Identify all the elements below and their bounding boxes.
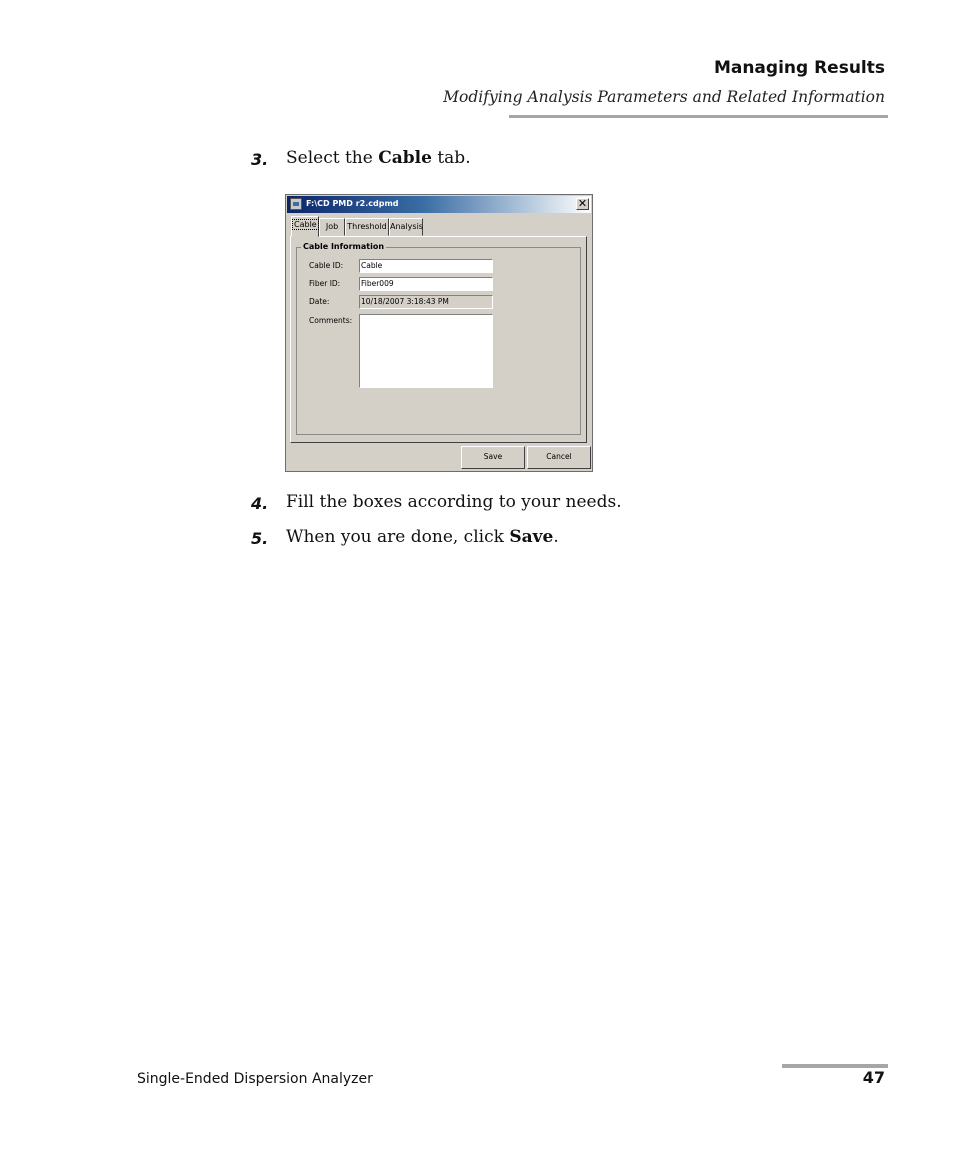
tab-label: Cable [294, 220, 317, 229]
footer-product-name: Single-Ended Dispersion Analyzer [137, 1071, 373, 1087]
dialog-title: F:\CD PMD r2.cdpmd [306, 199, 399, 208]
step-text-part: Select the [286, 148, 379, 168]
step-number: 4. [251, 494, 269, 513]
tab-job[interactable]: Job [319, 218, 345, 236]
step-text-bold: Save [509, 527, 554, 547]
cable-id-label: Cable ID: [309, 261, 344, 270]
tab-analysis[interactable]: Analysis [389, 218, 423, 236]
comments-textarea[interactable] [359, 314, 493, 388]
cancel-button[interactable]: Cancel [527, 446, 591, 469]
running-header-title: Managing Results [713, 58, 885, 78]
step-number: 3. [251, 150, 269, 169]
group-label: Cable Information [303, 242, 385, 251]
step-text-bold: Cable [378, 148, 432, 168]
tab-threshold[interactable]: Threshold [345, 218, 389, 236]
fiber-id-input[interactable]: Fiber009 [359, 277, 493, 291]
step-text-part: When you are done, click [286, 527, 510, 547]
save-button[interactable]: Save [461, 446, 525, 469]
page-number: 47 [862, 1068, 885, 1087]
date-field: 10/18/2007 3:18:43 PM [359, 295, 493, 309]
tab-panel [290, 236, 587, 443]
dialog-titlebar [287, 196, 591, 213]
step-text [286, 148, 471, 168]
fiber-id-label: Fiber ID: [309, 279, 341, 288]
save-dialog [285, 194, 593, 472]
app-icon [290, 198, 302, 210]
date-label: Date: [309, 297, 330, 306]
tab-cable[interactable] [291, 216, 319, 237]
step-text [286, 527, 559, 547]
step-number: 5. [251, 529, 269, 548]
comments-label: Comments: [309, 316, 353, 325]
step-text-part: tab. [431, 148, 471, 168]
cable-id-input[interactable]: Cable [359, 259, 493, 273]
close-icon[interactable]: ✕ [577, 197, 588, 210]
running-header-subtitle: Modifying Analysis Parameters and Related Information [443, 88, 885, 106]
step-text-part: . [553, 527, 559, 547]
step-text: Fill the boxes according to your needs. [286, 492, 622, 512]
header-rule [509, 115, 888, 118]
